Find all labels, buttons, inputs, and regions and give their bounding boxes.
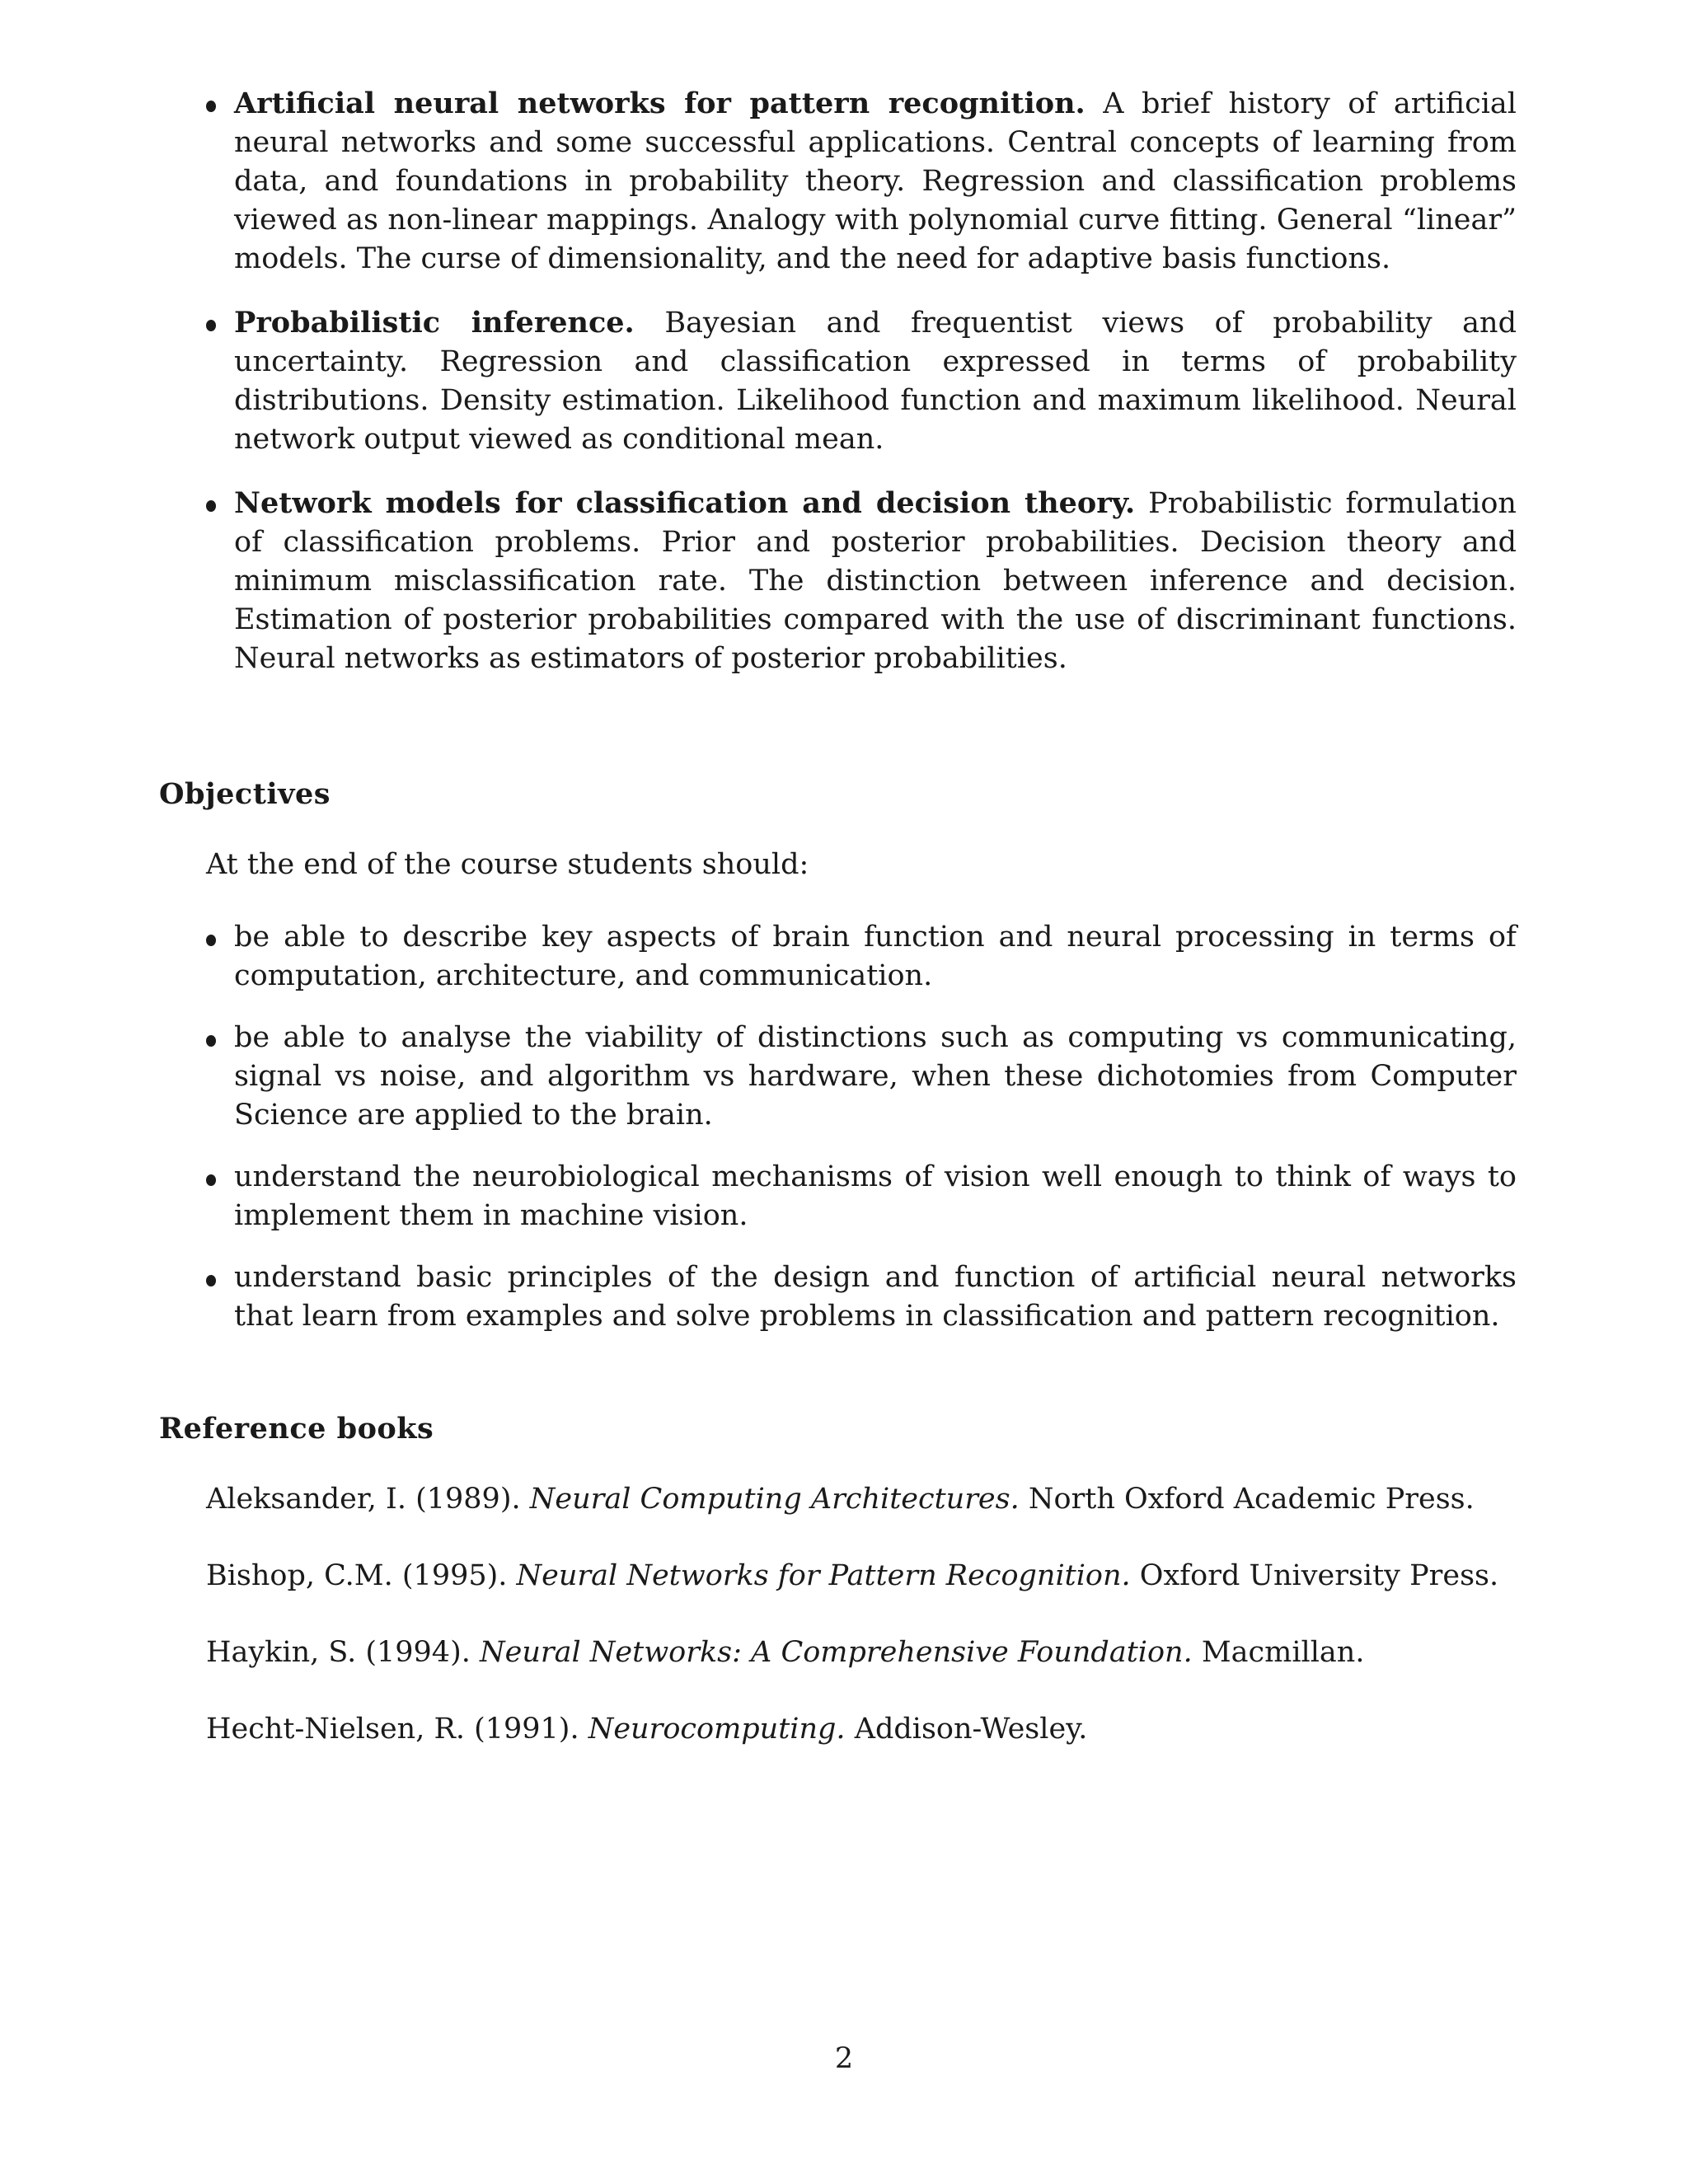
objective-text: be able to analyse the viability of distinctions such as computing vs communicating, signal vs noise, and algorithm vs hardware, when these dichotomies from Computer Science are applied to the brain. xyxy=(234,1021,1517,1132)
topic-heading: Artificial neural networks for pattern recognition. xyxy=(234,87,1085,120)
reference-item xyxy=(206,1480,1558,1519)
bullet-icon xyxy=(206,101,216,112)
reference-item xyxy=(206,1710,1558,1749)
bullet-icon xyxy=(206,500,216,512)
reference-item xyxy=(206,1557,1558,1596)
objectives-heading: Objectives xyxy=(159,777,331,811)
objective-item xyxy=(206,918,1517,996)
bullet-icon xyxy=(206,1174,216,1186)
reference-author: Hecht-Nielsen, R. (1991). xyxy=(206,1713,579,1746)
reference-list xyxy=(206,1480,1558,1787)
references-heading: Reference books xyxy=(159,1412,434,1446)
topic-text: A brief history of artificial neural networks and some successful applications. Central concepts of learning from data, and foundations in probability theory. Regression and classification problems viewed as non-linear mappings. Analogy with polynomial curve fitting. General “linear” models. The curse of dimensionality, and the need for adaptive basis functions. xyxy=(234,87,1517,275)
reference-publisher: Macmillan. xyxy=(1201,1636,1365,1669)
bullet-icon xyxy=(206,1035,216,1047)
bullet-icon xyxy=(206,1275,216,1286)
reference-publisher: Addison-Wesley. xyxy=(854,1713,1088,1746)
topic-item xyxy=(206,84,1517,279)
reference-author: Bishop, C.M. (1995). xyxy=(206,1559,508,1592)
objective-text: be able to describe key aspects of brain function and neural processing in terms of computation, architecture, and communication. xyxy=(234,921,1517,992)
reference-author: Haykin, S. (1994). xyxy=(206,1636,471,1669)
topic-text: Bayesian and frequentist views of probability and uncertainty. Regression and classification expressed in terms of probability distributions. Density estimation. Likelihood function and maximum likelihood. Neural network output viewed as conditional mean. xyxy=(234,307,1517,456)
topic-item xyxy=(206,484,1517,678)
objective-text: understand basic principles of the design and function of artificial neural networks that learn from examples and solve problems in classification and pattern recognition. xyxy=(234,1261,1517,1333)
topic-list xyxy=(206,84,1517,703)
reference-item xyxy=(206,1633,1558,1672)
objectives-intro: At the end of the course students should: xyxy=(206,848,809,881)
reference-author: Aleksander, I. (1989). xyxy=(206,1483,521,1516)
topic-heading: Network models for classification and decision theory. xyxy=(234,486,1136,520)
page-number: 2 xyxy=(834,2042,854,2075)
objective-item xyxy=(206,1019,1517,1135)
reference-title: Neural Networks for Pattern Recognition. xyxy=(516,1559,1131,1592)
objective-item xyxy=(206,1158,1517,1235)
reference-title: Neural Computing Architectures. xyxy=(529,1483,1020,1516)
objective-text: understand the neurobiological mechanisms of vision well enough to think of ways to implement them in machine vision. xyxy=(234,1160,1517,1232)
reference-title: Neurocomputing. xyxy=(588,1713,846,1746)
bullet-icon xyxy=(206,935,216,946)
topic-text: Probabilistic formulation of classification problems. Prior and posterior probabilities. Decision theory and minimum misclassification rate. The distinction between inference and decision. Estimation of posterior probabilities compared with the use of discriminant functions. Neural networks as estimators of posterior probabilities. xyxy=(234,487,1517,675)
reference-publisher: North Oxford Academic Press. xyxy=(1028,1483,1475,1516)
objective-item xyxy=(206,1258,1517,1336)
topic-item xyxy=(206,303,1517,459)
bullet-icon xyxy=(206,320,216,331)
reference-publisher: Oxford University Press. xyxy=(1139,1559,1499,1592)
objectives-list xyxy=(206,918,1517,1359)
topic-heading: Probabilistic inference. xyxy=(234,306,635,340)
reference-title: Neural Networks: A Comprehensive Foundation. xyxy=(480,1636,1193,1669)
